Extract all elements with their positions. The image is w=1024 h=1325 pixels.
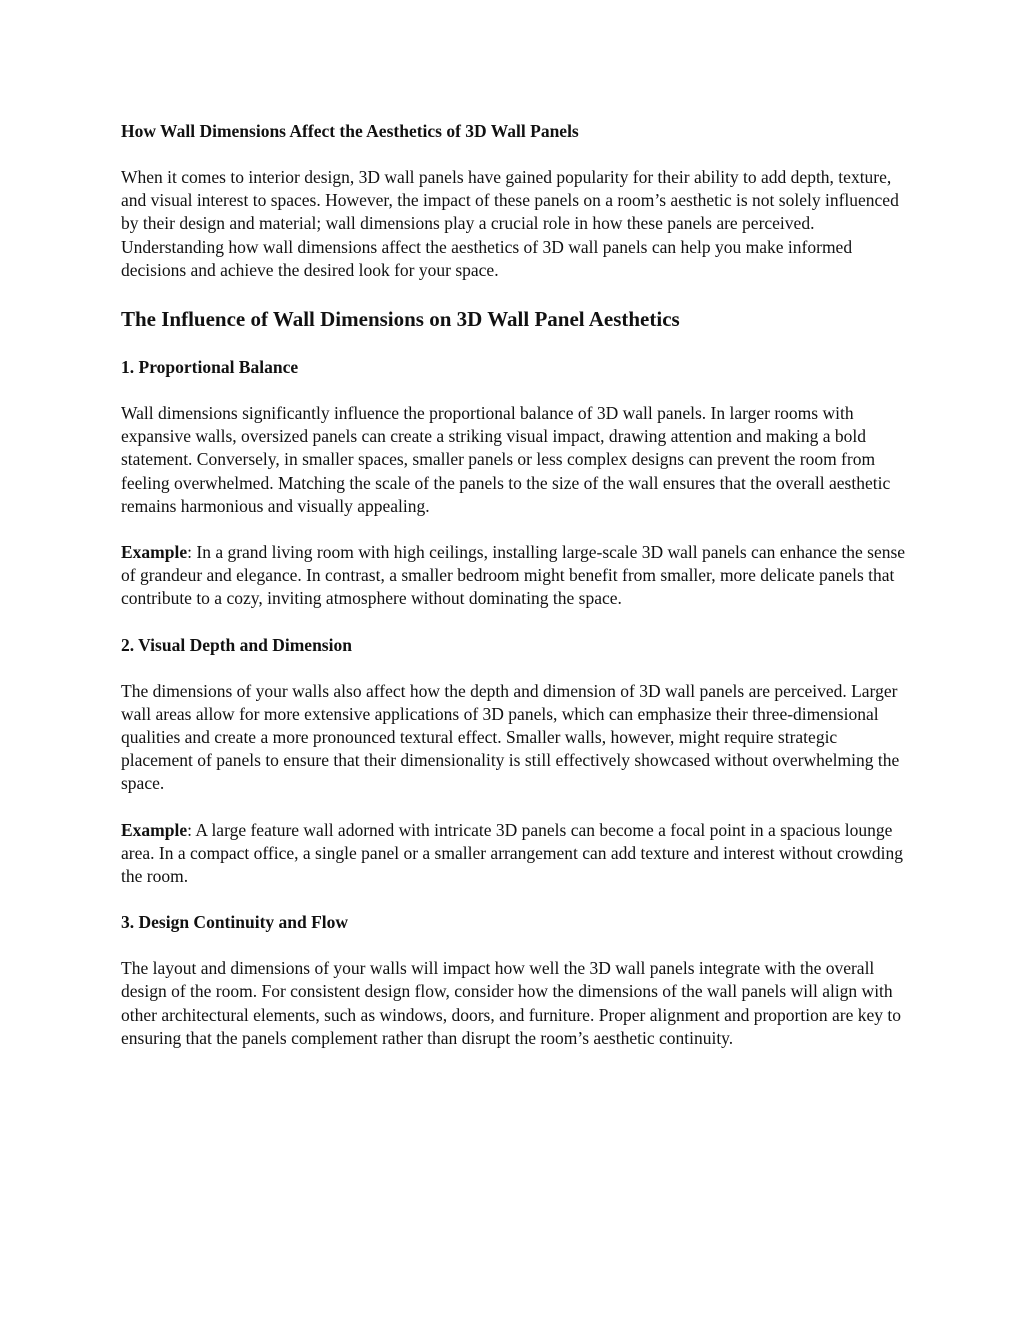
subsection-heading-1: 1. Proportional Balance xyxy=(121,357,299,378)
document-title: How Wall Dimensions Affect the Aesthetics of 3D Wall Panels xyxy=(121,121,579,141)
example-label-2: Example xyxy=(121,819,188,840)
document-page xyxy=(121,120,911,1073)
subsection-heading-3: 3. Design Continuity and Flow xyxy=(121,912,349,933)
example-paragraph-2 xyxy=(121,819,911,889)
subsection-body-3: The layout and dimensions of your walls will impact how well the 3D wall panels integrate with the overall design of the room. For consistent design flow, consider how the dimensions of the wall panels will align with other architectural elements, such as windows, doors, and furniture. Proper alignment and proportion are key to ensuring that the panels complement rather than disrupt the room’s aesthetic continuity. xyxy=(121,958,901,1048)
example-paragraph-1 xyxy=(121,541,911,611)
subsection-heading-2: 2. Visual Depth and Dimension xyxy=(121,634,352,655)
intro-paragraph: When it comes to interior design, 3D wall panels have gained popularity for their ability to add depth, texture, and visual interest to spaces. However, the impact of these panels on a room’s aesthetic is not solely influenced by their design and material; wall dimensions play a crucial role in how these panels are perceived. Understanding how wall dimensions affect the aesthetics of 3D wall panels can help you make informed decisions and achieve the desired look for your space. xyxy=(121,167,899,280)
example-label-1: Example xyxy=(121,542,188,563)
example-text-1: : In a grand living room with high ceilings, installing large-scale 3D wall panels can enhance the sense of grandeur and elegance. In contrast, a smaller bedroom might benefit from smaller, more delicate panels that contribute to a cozy, inviting atmosphere without dominating the space. xyxy=(121,542,906,609)
subsection-body-1: Wall dimensions significantly influence the proportional balance of 3D wall panels. In larger rooms with expansive walls, oversized panels can create a striking visual impact, drawing attention and making a bold statement. Conversely, in smaller spaces, smaller panels or less complex designs can prevent the room from feeling overwhelmed. Matching the scale of the panels to the size of the wall ensures that the overall aesthetic remains harmonious and visually appealing. xyxy=(121,403,891,516)
subsection-body-2: The dimensions of your walls also affect how the depth and dimension of 3D wall panels are perceived. Larger wall areas allow for more extensive applications of 3D panels, which can emphasize their three-dimensional qualities and create a more pronounced textural effect. Smaller walls, however, might require strategic placement of panels to ensure that their dimensionality is still effectively showcased without overwhelming the space. xyxy=(121,680,900,794)
example-text-2: : A large feature wall adorned with intricate 3D panels can become a focal point in a spacious lounge area. In a compact office, a single panel or a smaller arrangement can add texture and interest without crowding the room. xyxy=(121,819,903,887)
section-heading: The Influence of Wall Dimensions on 3D Wall Panel Aesthetics xyxy=(121,307,680,332)
